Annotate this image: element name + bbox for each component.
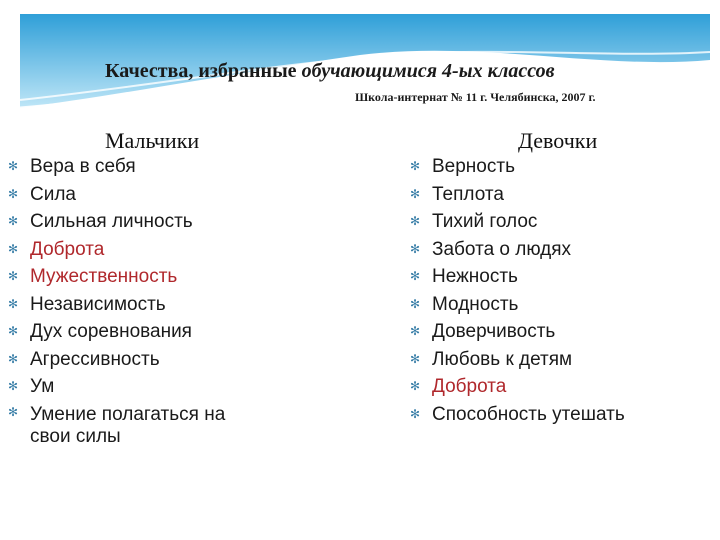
asterisk-bullet-icon: ✻ xyxy=(410,379,421,393)
list-item: ✻ Доброта xyxy=(410,373,710,401)
list-item: ✻ Ум xyxy=(8,373,298,401)
list-item: ✻ Модность xyxy=(410,291,710,319)
asterisk-bullet-icon: ✻ xyxy=(8,379,19,393)
asterisk-bullet-icon: ✻ xyxy=(8,159,19,173)
asterisk-bullet-icon: ✻ xyxy=(410,324,421,338)
girls-heading: Девочки xyxy=(518,128,598,153)
asterisk-bullet-icon: ✻ xyxy=(8,241,19,256)
asterisk-bullet-icon: ✻ xyxy=(8,404,19,419)
list-item: ✻ Дух соревнования xyxy=(8,318,298,346)
list-item: ✻ Мужественность xyxy=(8,263,298,291)
list-item: ✻ Нежность xyxy=(410,263,710,291)
boys-list xyxy=(8,153,298,448)
asterisk-bullet-icon: ✻ xyxy=(410,351,421,366)
asterisk-bullet-icon: ✻ xyxy=(8,269,19,283)
asterisk-bullet-icon: ✻ xyxy=(410,186,421,201)
asterisk-bullet-icon: ✻ xyxy=(8,214,19,228)
asterisk-bullet-icon: ✻ xyxy=(8,324,19,338)
list-item: ✻ Сила xyxy=(8,181,298,209)
list-item: ✻ Умение полагаться на свои силы xyxy=(8,401,270,448)
boys-heading: Мальчики xyxy=(105,128,200,153)
asterisk-bullet-icon: ✻ xyxy=(410,159,421,173)
asterisk-bullet-icon: ✻ xyxy=(410,296,421,311)
list-item: ✻ Агрессивность xyxy=(8,346,298,374)
girls-list xyxy=(410,153,710,428)
asterisk-bullet-icon: ✻ xyxy=(410,269,421,283)
list-item: ✻ Доброта xyxy=(8,236,298,264)
list-item: ✻ Независимость xyxy=(8,291,298,319)
asterisk-bullet-icon: ✻ xyxy=(8,186,19,201)
asterisk-bullet-icon: ✻ xyxy=(8,351,19,366)
list-item: ✻ Вера в себя xyxy=(8,153,298,181)
list-item: ✻ Способность утешать xyxy=(410,401,710,429)
list-item: ✻ Забота о людях xyxy=(410,236,710,264)
asterisk-bullet-icon: ✻ xyxy=(410,406,421,421)
page-subtitle: Школа-интернат № 11 г. Челябинска, 2007 г. xyxy=(355,90,596,104)
list-item: ✻ Теплота xyxy=(410,181,710,209)
list-item: ✻ Любовь к детям xyxy=(410,346,710,374)
list-item: ✻ Сильная личность xyxy=(8,208,298,236)
page-title: Качества, избранные обучающимися 4-ых классов xyxy=(105,60,555,82)
asterisk-bullet-icon: ✻ xyxy=(410,214,421,228)
list-item: ✻ Верность xyxy=(410,153,710,181)
list-item: ✻ Тихий голос xyxy=(410,208,710,236)
asterisk-bullet-icon: ✻ xyxy=(8,296,19,311)
asterisk-bullet-icon: ✻ xyxy=(410,241,421,256)
list-item: ✻ Доверчивость xyxy=(410,318,710,346)
